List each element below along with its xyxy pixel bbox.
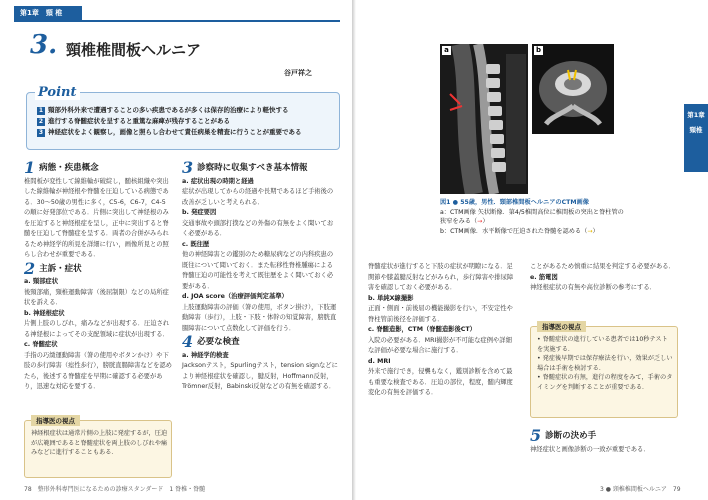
point-item-text: 神経症状をよく観察し，画像と照らし合わせて責任病巣を精査に行うことが重要である — [48, 128, 302, 136]
subsection-body: 手指の巧緻運動障害（箸の使用やボタンかけ）や下肢の歩行障害（痙性歩行），膀胱直腸障害などを認めたら，後述する脊髄症を早期に確認する必要があり，迅速な対応を要する． — [24, 351, 172, 390]
subsection-title: b. 神経根症状 — [24, 309, 65, 317]
subsection-body: 片側上肢のしびれ，痛みなどが出現する．圧迫される神経根によってその支配領域に症状が出現する． — [24, 320, 170, 338]
side-tab-topic: 頸椎 — [689, 126, 703, 134]
spine-axial-illustration — [532, 44, 614, 134]
right-footer — [600, 484, 681, 493]
subsection-body: 入院の必要がある．MRI撮影が不可能な症例や詳細な評価が必要な場合に施行する． — [368, 336, 512, 354]
section-number: 5 — [530, 426, 542, 445]
subsection-title: a. 神経学的検査 — [182, 351, 229, 359]
caption-a-text: a：CTM画像 矢状断像．第4/5椎間高位に椎間板の突出と脊柱管の狭窄をみる（ — [440, 208, 624, 225]
note-item-text: 発症後早期では保存療法を行い，効果が乏しい場合は手術を検討する． — [537, 355, 673, 372]
subsection-body: 正面・側面・前後屈の機能撮影を行い，不安定性や脊柱管前後径を評価する． — [368, 305, 513, 323]
chapter-number: 第1章 — [20, 9, 39, 17]
article-author: 谷戸祥之 — [284, 69, 312, 77]
paragraph: 脊髄症状が進行すると下肢の症状が明瞭になる．足関節や膝蓋腱反射などがみられ，歩行障害や排尿障害を確認しておく必要がある． — [368, 263, 514, 291]
page-number: 79 — [672, 486, 681, 493]
section-body: 神経症状と画像診断の一致が重要である． — [530, 445, 650, 453]
left-footer — [24, 484, 205, 493]
chapter-side-tab — [684, 104, 708, 172]
side-tab-chapter: 第1章 — [687, 111, 705, 119]
note-text: 神経根症状は通常片側の上肢に発症するが，圧迫が広範囲であると脊髄症状を両上肢のしびれや痛みなどに進行することもある． — [31, 430, 168, 456]
right-column-2-bottom — [530, 428, 678, 455]
subsection-body: 他の神経障害との鑑別のため糖尿病などの内科疾患の既往について聞いておく．また転移性脊椎腫瘍による脊髄圧迫の可能性を考えて既往歴をよく聞いておく必要がある． — [182, 251, 334, 290]
yellow-arrow-icon: → — [587, 227, 593, 235]
section-title: 主訴・症状 — [39, 263, 82, 274]
point-label: Point — [35, 85, 80, 100]
left-page — [0, 0, 352, 500]
point-item-text: 進行する脊髄症状を呈すると重篤な麻痺が残存することがある — [48, 117, 230, 125]
subsection-body: 症状が出現してからの経過や長期であるほど手術後の改善が乏しいと考えられる． — [182, 188, 334, 206]
subsection-body: 上肢運動障害の評価（箸の使用，ボタン掛け），下肢運動障害（歩行），上肢・下肢・体幹の知覚障害，膀胱直腸障害について点数化して評価を行う． — [182, 303, 337, 332]
point-item — [37, 105, 302, 116]
book-title: 整形外科専門医になるための診療スタンダード 1 脊椎・脊髄 — [37, 486, 206, 493]
note-item: • 発症後早期では保存療法を行い，効果が乏しい場合は手術を検討する． — [537, 355, 673, 372]
spine-sagittal-illustration — [440, 44, 528, 194]
advisor-note — [24, 417, 172, 478]
subsection-title: c. 既往歴 — [182, 240, 210, 248]
point-list — [37, 105, 302, 138]
note-title: 指導医の視点 — [31, 415, 80, 426]
left-column-2 — [182, 160, 338, 393]
ct-axial-image — [532, 44, 614, 134]
section-heading — [182, 332, 338, 351]
caption-b-text: b：CTM画像．水平断像で圧迫された脊髄を認める（ — [440, 227, 588, 235]
right-column-2 — [530, 262, 678, 294]
note-item-text: 脊髄症状の進行している患者では10秒テストを実施する． — [537, 336, 668, 353]
article-title: 頸椎椎間板ヘルニア — [66, 41, 202, 59]
chapter-title-footer: 3 ● 頸椎椎間板ヘルニア — [600, 486, 667, 493]
subsection-title: a. 頸部症状 — [24, 278, 59, 285]
page-number: 78 — [24, 486, 32, 493]
chapter-topic: 頸 椎 — [45, 9, 63, 17]
subsection-body: 後頸部痛，頸椎運動障害（後屈制限）などの局所症状を訴える． — [24, 288, 169, 306]
figure-label-b: b — [535, 46, 541, 54]
note-item: • 脊髄症状の有無，進行の程度をみて，手術のタイミングを判断することが重要である． — [537, 374, 673, 391]
subsection-body: 神経根症状の有無や高位診断の参考にする． — [530, 284, 656, 291]
paragraph: ことがあるため慎重に結果を判定する必要がある． — [530, 263, 675, 270]
section-body: 椎間板が変性して線維輪が破綻し，髄核組織や突出した線維輪が神経根や脊髄を圧迫している病態である．30〜50歳の男性に多く，C5-6，C6-7，C4-5の順に好発部位である．片側に突出して神経根のみを圧迫すると神経根症を呈し，正中に突出すると脊髄を圧迫して脊髄症を呈する．両者の合併がみられるため神経学的所見を詳細に行い，画像所見との照らし合わせが重要である． — [24, 177, 169, 258]
figure-label-a: a — [442, 46, 451, 55]
article-number: 3. — [30, 30, 58, 60]
point-item — [37, 127, 302, 138]
note-item-text: 脊髄症状の有無，進行の程度をみて，手術のタイミングを判断することが重要である． — [537, 374, 673, 391]
section-title: 診察時に収集すべき基本情報 — [197, 163, 308, 173]
subsection-title: d. JOA score（治療評価判定基準） — [182, 293, 288, 300]
point-item-text: 頸部外科外来で遭遇することの多い疾患であるが多くは保存的治療により軽快する — [48, 106, 289, 114]
section-number: 4 — [182, 332, 194, 351]
subsection-body: Jacksonテスト，Spurlingテスト，tension signなどにより神経根症状を確認し，腱反射，Hoffmann反射，Trömner反射，Babinski反射などの有無を確認する． — [182, 362, 338, 390]
subsection-title: c. 脊髄症状 — [24, 341, 58, 348]
subsection-body: 外来で施行でき，侵襲もなく，鑑別診断を含めて最も重要な検査である．圧迫の部位，程度，髄内輝度変化の有無を評価する． — [368, 368, 513, 396]
point-marker-icon: 3 — [38, 129, 44, 136]
subsection-body: 交通事故や頭部打撲などの外傷の有無をよく聞いておく必要がある． — [182, 219, 334, 237]
advisor-note-right — [530, 323, 678, 418]
right-column-1 — [368, 262, 518, 399]
caption-b: b：CTM画像．水平断像で圧迫された脊髄を認める（→） — [440, 227, 599, 235]
chapter-rule — [14, 20, 340, 22]
subsection-title: e. 筋電図 — [530, 273, 558, 281]
section-heading — [24, 158, 172, 177]
figure-caption — [440, 198, 630, 236]
section-number: 3 — [182, 158, 194, 177]
left-column-1 — [24, 160, 172, 393]
subsection-title: a. 症状出現の時期と経過 — [182, 177, 254, 185]
subsection-title: c. 脊髄造影，CTM（脊髄造影後CT） — [368, 326, 476, 333]
caption-a: a：CTM画像 矢状断像．第4/5椎間高位に椎間板の突出と脊柱管の狭窄をみる（→） — [440, 208, 624, 225]
subsection-title: b. 単純X線撮影 — [368, 294, 414, 302]
note-item: • 脊髄症状の進行している患者では10秒テストを実施する． — [537, 336, 668, 353]
section-title: 病態・疾患概念 — [39, 163, 99, 173]
note-title: 指導医の視点 — [537, 321, 586, 332]
subsection-title: b. 発症要因 — [182, 209, 217, 216]
red-arrow-icon: → — [477, 218, 483, 225]
point-marker-icon: 1 — [38, 107, 44, 114]
subsection-title: d. MRI — [368, 357, 391, 365]
section-number: 1 — [24, 158, 36, 177]
chapter-header — [14, 6, 82, 20]
note-list — [537, 335, 673, 392]
section-title: 必要な検査 — [197, 337, 240, 347]
section-title: 診断の決め手 — [545, 431, 597, 441]
section-heading — [530, 426, 678, 445]
point-box — [26, 85, 340, 150]
section-heading — [24, 258, 172, 278]
caption-title: 図1 ● 55歳，男性．頸部椎間板ヘルニアのCTM画像 — [440, 199, 589, 206]
point-marker-icon: 2 — [38, 118, 44, 125]
point-item — [37, 116, 302, 127]
section-heading — [182, 158, 338, 177]
ct-sagittal-image — [440, 44, 528, 194]
section-number: 2 — [24, 258, 36, 278]
